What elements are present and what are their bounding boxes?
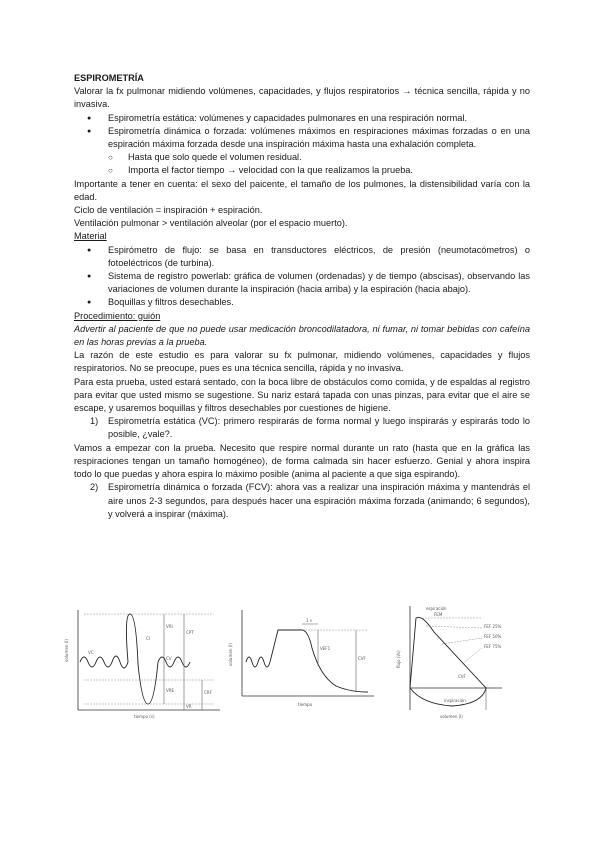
step-number: 1) [90,416,99,427]
fig2-label: 1 s [306,618,312,623]
setup-paragraph: Para esta prueba, usted estará sentado, con la boca libre de obstáculos como comida, y de espaldas al registro para evitar que usted mismo se sugestione. Su nariz estará tapada con unas pinzas, para evitar que el aire se escape, y usaremos boquillas y filtros desechables por cuestiones de higiene. [74,376,530,414]
start-paragraph: Vamos a empezar con la prueba. Necesito que respire normal durante un rato (hasta que en la gráfica las respiraciones tengan un tamaño homogéneo), de forma calmada sin hacer esfuerzo. Genial y ahora inspira todo lo que puedas y ahora espira lo máximo posible (anima al paciente a que siga espirando). [74,442,530,480]
procedure-heading: Procedimiento: guión [74,310,161,321]
list-item: ● Boquillas y filtros desechables. [74,296,530,309]
important-paragraph: Importante a tener en cuenta: el sexo del paicente, el tamaño de los pulmones, la distensibilidad varía con la edad. [74,178,530,202]
list-item: ● Espirometría estática: volúmenes y capacidades pulmonares en una respiración normal. [74,112,530,125]
steps-list-1 [74,415,530,441]
fig1-label: VRI [166,624,173,629]
fig3-label: FEF 75% [484,644,502,649]
material-heading: Material [74,231,107,242]
fig3-label: FEF 50% [484,634,502,639]
step-number: 2) [90,482,99,493]
fig2-label: VEF1 [320,646,331,651]
document-page [74,72,530,521]
fig1-label: CI [146,636,150,641]
step-text: Espirometría estática (VC): primero respirarás de forma normal y luego inspirarás y espirarás todo lo posible, ¿vale?. [108,416,530,440]
list-item: ● Espirometría dinámica o forzada: volúmenes máximos en respiraciones máximas forzadas o en una espiración máxima forzada desde una inspiración máxima hasta una exhalación completa. [74,125,530,151]
fig3-xlabel: volumen (l) [440,714,463,719]
fig1-label: VR [186,704,192,709]
fig3-label: FEM [434,612,443,617]
fig2-ylabel: volumen (l) [228,643,233,666]
list-item: ● Sistema de registro powerlab: gráfica de volumen (ordenadas) y de tiempo (abscisas), observando las variaciones de volumen durante la inspiración (hacia arriba) y la espiración (hacia abajo). [74,270,530,296]
fig3-label: CVF [458,674,466,679]
material-list [74,244,530,310]
ventilation-paragraph: Ventilación pulmonar > ventilación alveolar (por el espacio muerto). [74,218,348,229]
fig3-label: espiración [426,606,447,611]
types-list [74,112,530,152]
warning-paragraph: Advertir al paciente de que no puede usar medicación broncodilatadora, ni fumar, ni tomar bebidas con cafeína en las horas previas a la prueba. [74,323,530,348]
document-title: ESPIROMETRÍA [74,73,144,83]
fig1-ylabel: volumen (l) [64,639,69,662]
fig2-label: CVF [358,656,366,661]
list-item [74,481,530,521]
cycle-paragraph: Ciclo de ventilación = inspiración + espiración. [74,205,263,216]
fig1-label: VC [88,650,94,655]
list-item [74,415,530,441]
reason-paragraph: La razón de este estudio es para valorar su fx pulmonar, midiendo volúmenes, capacidades y flujos respiratorios. No se preocupe, pues es una técnica sencilla, rápida y no invasiva. [74,350,530,374]
list-item: ○ Hasta que solo quede el volumen residual. [74,151,530,164]
fig1-xlabel: tiempo (s) [134,714,155,719]
fig1-label: CV [166,656,172,661]
figures-row [60,604,530,722]
fig3-label: inspiración [444,698,466,703]
forced-spirometry-figure [228,604,378,722]
fig1-label: CPT [186,630,194,635]
static-spirometry-figure [64,604,224,722]
fig1-label: VRE [166,688,175,693]
fig1-label: CRF [204,690,212,695]
step-text: Espirometría dinámica o forzada (FCV): ahora vas a realizar una inspiración máxima y mantendrás el aire unos 2-3 segundos, para después hacer una espiración máxima forzada (animando; 6 segundos), y volverá a inspirar (máxima). [108,482,530,519]
fig3-label: FEF 25% [484,624,502,629]
list-item: ○ Importa el factor tiempo → velocidad con la que realizamos la prueba. [74,164,530,177]
flow-volume-figure [382,604,532,722]
steps-list-2 [74,481,530,521]
fig3-ylabel: flujo (l/s) [396,650,401,668]
list-item: ● Espirómetro de flujo: se basa en transductores eléctricos, de presión (neumotacómetros) o fotoeléctricos (de turbina). [74,244,530,270]
fig2-xlabel: tiempo [298,702,313,707]
subtypes-list [74,151,530,177]
intro-paragraph: Valorar la fx pulmonar midiendo volúmenes, capacidades, y flujos respiratorios → técnica sencilla, rápida y no invasiva. [74,86,530,110]
